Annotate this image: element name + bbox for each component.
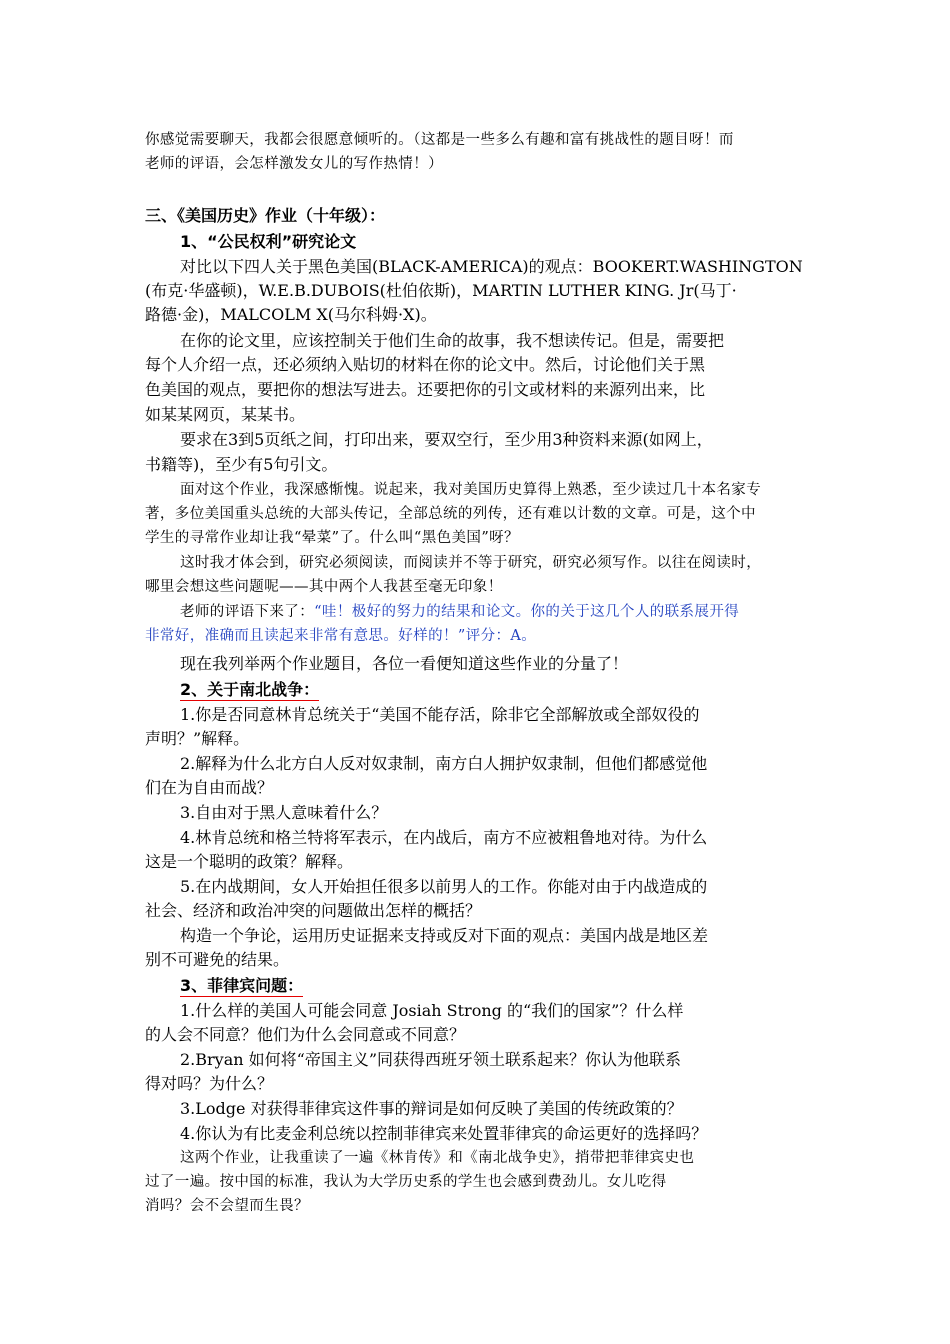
item1-para2-line4: 如某某网页，某某书。: [145, 405, 306, 424]
item3-q1-line2: 的人会不同意？他们为什么会同意或不同意？: [145, 1025, 466, 1044]
item2-q4-line1: 4.林肯总统和格兰特将军表示，在内战后，南方不应被粗鲁地对待。为什么: [180, 828, 708, 847]
item1-para3-line2: 书籍等)，至少有5句引文。: [145, 455, 338, 474]
item1-para1-line1: 对比以下四人关于黑色美国(BLACK-AMERICA)的观点：BOOKERT.WASHINGTON: [180, 257, 803, 276]
item1-para2-line2: 每个人介绍一点，还必须纳入贴切的材料在你的论文中。然后，讨论他们关于黑: [145, 355, 706, 374]
teacher-comment-line1: [180, 600, 739, 621]
item2-q1-line2: 声明？”解释。: [145, 729, 250, 748]
item2-q5-line1: 5.在内战期间，女人开始担任很多以前男人的工作。你能对由于内战造成的: [180, 877, 708, 896]
reflection-p2-line2: 哪里会想这些问题呢——其中两个人我甚至毫无印象！: [145, 579, 503, 595]
item3-heading-text: 3、菲律宾问题：: [180, 976, 304, 995]
item2-q3: 3.自由对于黑人意味着什么？: [180, 803, 388, 822]
closing-line1: 这两个作业，让我重读了一遍《林肯传》和《南北战争史》，捎带把菲律宾史也: [180, 1150, 695, 1166]
item3-q1-line1: 1.什么样的美国人可能会同意 Josiah Strong 的“我们的国家”？什么样: [180, 1001, 684, 1020]
item2-q4-line2: 这是一个聪明的政策？解释。: [145, 852, 354, 871]
item1-para2-line3: 色美国的观点，要把你的想法写进去。还要把你的引文或材料的来源列出来，比: [145, 380, 706, 399]
item1-heading: 1、“公民权利”研究论文: [180, 232, 357, 251]
item3-q3: 3.Lodge 对获得菲律宾这件事的辩词是如何反映了美国的传统政策的？: [180, 1099, 683, 1118]
intro-comment-line-2: 老师的评语，会怎样激发女儿的写作热情！）: [145, 156, 443, 172]
teacher-comment-line2: 非常好，准确而且读起来非常有意思。好样的！”评分：A。: [145, 628, 537, 644]
item2-q2-line2: 们在为自由而战？: [145, 778, 274, 797]
item2-q6-line1: 构造一个争论，运用历史证据来支持或反对下面的观点：美国内战是地区差: [180, 926, 709, 945]
item3-q2-line1: 2.Bryan 如何将“帝国主义”同获得西班牙领土联系起来？你认为他联系: [180, 1050, 682, 1069]
item1-para3-line1: 要求在3到5页纸之间，打印出来，要双空行，至少用3种资料来源(如网上，: [180, 430, 713, 449]
item2-q1-line1: 1.你是否同意林肯总统关于“美国不能存活，除非它全部解放或全部奴役的: [180, 705, 700, 724]
reflection-p1-line3: 学生的寻常作业却让我“晕菜”了。什么叫“黑色美国”呀？: [145, 530, 519, 546]
closing-line2: 过了一遍。按中国的标准，我认为大学历史系的学生也会感到费劲儿。女儿吃得: [145, 1174, 667, 1190]
item3-q4: 4.你认为有比麦金利总统以控制菲律宾来处置菲律宾的命运更好的选择吗？: [180, 1124, 708, 1143]
intro-comment-line-1: 你感觉需要聊天，我都会很愿意倾听的。（这都是一些多么有趣和富有挑战性的题目呀！而: [145, 132, 734, 148]
item2-heading-text: 2、关于南北战争：: [180, 680, 320, 699]
item2-heading: [180, 677, 319, 700]
item1-para1-line3: 路德·金)，MALCOLM X(马尔科姆·X)。: [145, 305, 437, 324]
reflection-p1-line1: 面对这个作业，我深感惭愧。说起来，我对美国历史算得上熟悉，至少读过几十本名家专: [180, 482, 762, 498]
teacher-comment-text: “哇！极好的努力的结果和论文。你的关于这几个人的联系展开得: [314, 604, 740, 620]
closing-line3: 消吗？会不会望而生畏？: [145, 1198, 309, 1214]
section-title: 三、《美国历史》作业（十年级）：: [145, 206, 386, 225]
item3-heading: [180, 973, 303, 996]
item1-para2-line1: 在你的论文里，应该控制关于他们生命的故事，我不想读传记。但是，需要把: [180, 331, 725, 350]
transition-text: 现在我列举两个作业题目，各位一看便知道这些作业的分量了！: [180, 654, 629, 673]
item2-q2-line1: 2.解释为什么北方白人反对奴隶制，南方白人拥护奴隶制，但他们都感觉他: [180, 754, 708, 773]
item1-para1-line2: (布克·华盛顿)，W.E.B.DUBOIS(杜伯依斯)，MARTIN LUTHER KING. Jr(马丁·: [145, 281, 737, 300]
reflection-p1-line2: 著，多位美国重头总统的大部头传记，全部总统的列传，还有难以计数的文章。可是，这个中: [145, 506, 756, 522]
teacher-comment-prefix: 老师的评语下来了：: [180, 604, 315, 620]
item2-q5-line2: 社会、经济和政治冲突的问题做出怎样的概括？: [145, 901, 482, 920]
item2-q6-line2: 别不可避免的结果。: [145, 950, 290, 969]
reflection-p2-line1: 这时我才体会到，研究必须阅读，而阅读并不等于研究，研究必须写作。以往在阅读时，: [180, 555, 762, 571]
item3-q2-line2: 得对吗？为什么？: [145, 1074, 274, 1093]
